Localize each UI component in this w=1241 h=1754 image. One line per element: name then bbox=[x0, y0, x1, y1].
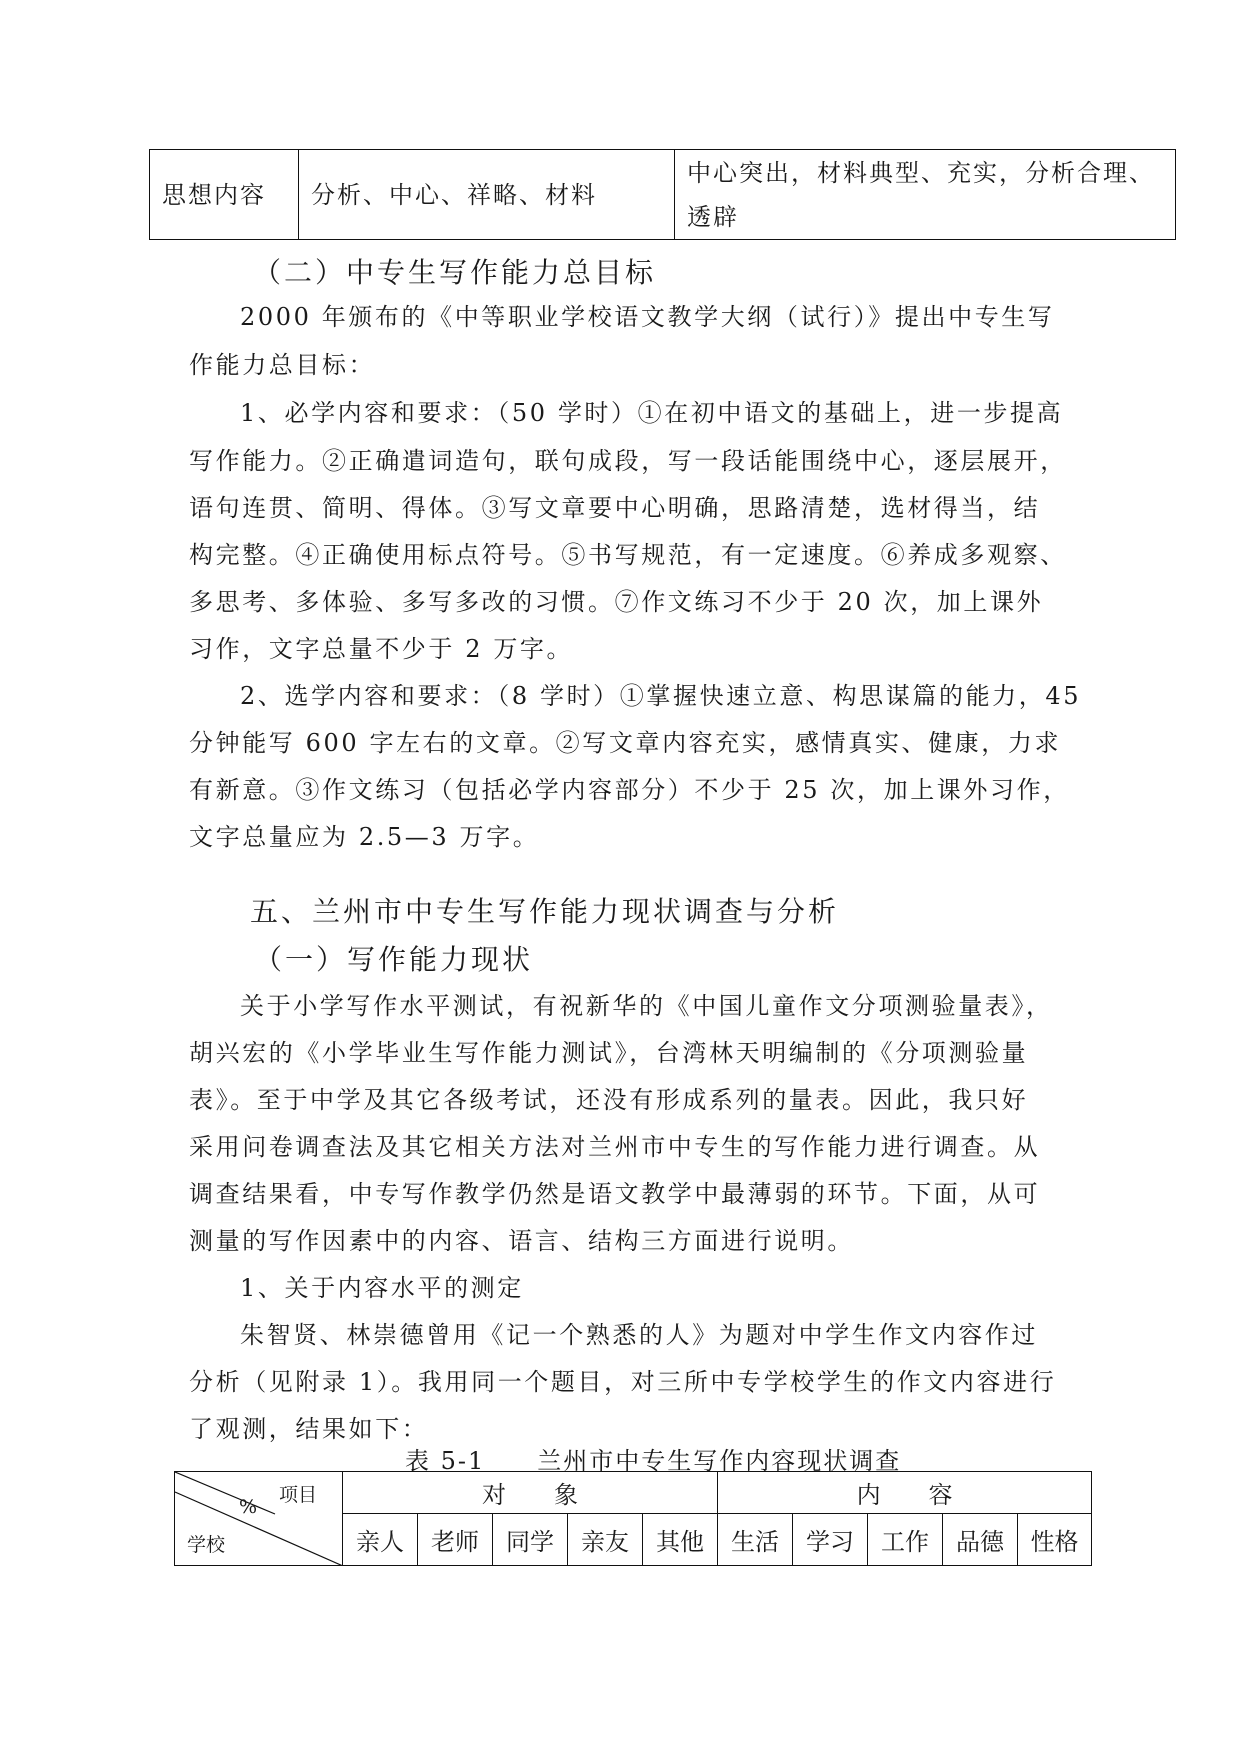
paragraph-line: 表》。至于中学及其它各级考试，还没有形成系列的量表。因此，我只好 bbox=[189, 1086, 1029, 1114]
paragraph-line: 胡兴宏的《小学毕业生写作能力测试》，台湾林天明编制的《分项测验量 bbox=[189, 1039, 1029, 1067]
paragraph-line: 文字总量应为 2.5—3 万字。 bbox=[189, 823, 540, 851]
column-header: 亲友 bbox=[568, 1514, 643, 1566]
diagonal-header-cell bbox=[175, 1472, 343, 1566]
table-caption: 表 5-1 兰州市中专生写作内容现状调查 bbox=[405, 1447, 902, 1475]
column-header: 品德 bbox=[943, 1514, 1018, 1566]
corner-label-item: 项目 bbox=[279, 1484, 318, 1506]
corner-label-school: 学校 bbox=[187, 1534, 226, 1556]
group-header-object: 对 象 bbox=[343, 1472, 718, 1514]
column-header: 学习 bbox=[793, 1514, 868, 1566]
table-header-row bbox=[175, 1472, 1092, 1514]
paragraph-line: 朱智贤、林崇德曾用《记一个熟悉的人》为题对中学生作文内容作过 bbox=[240, 1321, 1038, 1349]
paragraph-line: 分钟能写 600 字左右的文章。②写文章内容充实，感情真实、健康，力求 bbox=[189, 729, 1062, 757]
paragraph-line: 写作能力。②正确遣词造句，联句成段，写一段话能围绕中心，逐层展开， bbox=[189, 447, 1067, 475]
paragraph-line: 了观测，结果如下： bbox=[189, 1415, 429, 1443]
table-cell-criteria: 分析、中心、祥略、材料 bbox=[299, 150, 675, 240]
column-header: 亲人 bbox=[343, 1514, 418, 1566]
table-cell-standard bbox=[675, 150, 1176, 240]
paragraph-line: 采用问卷调查法及其它相关方法对兰州市中专生的写作能力进行调查。从 bbox=[189, 1133, 1041, 1161]
section-heading: （二）中专生写作能力总目标 bbox=[253, 256, 657, 289]
paragraph-line: 分析（见附录 1）。我用同一个题目，对三所中专学校学生的作文内容进行 bbox=[189, 1368, 1057, 1396]
content-survey-table bbox=[174, 1471, 1092, 1566]
table-cell-category: 思想内容 bbox=[150, 150, 299, 240]
paragraph-line: 作能力总目标： bbox=[189, 351, 376, 379]
paragraph-line: 2、选学内容和要求：（8 学时）①掌握快速立意、构思谋篇的能力，45 bbox=[240, 682, 1082, 710]
table-row bbox=[150, 150, 1176, 240]
paragraph-line: 2000 年颁布的《中等职业学校语文教学大纲（试行）》提出中专生写 bbox=[240, 303, 1055, 331]
section-heading: （一）写作能力现状 bbox=[254, 943, 534, 976]
paragraph-line: 语句连贯、简明、得体。③写文章要中心明确，思路清楚，选材得当，结 bbox=[189, 494, 1041, 522]
column-header: 老师 bbox=[418, 1514, 493, 1566]
paragraph-line: 有新意。③作文练习（包括必学内容部分）不少于 25 次，加上课外习作， bbox=[189, 776, 1070, 804]
column-header: 其他 bbox=[643, 1514, 718, 1566]
column-header: 性格 bbox=[1018, 1514, 1092, 1566]
chapter-heading: 五、兰州市中专生写作能力现状调查与分析 bbox=[250, 895, 840, 928]
paragraph-line: 1、必学内容和要求：（50 学时）①在初中语文的基础上，进一步提高 bbox=[240, 399, 1064, 427]
standard-line: 中心突出，材料典型、充实，分析合理、 bbox=[687, 158, 1155, 187]
column-header: 同学 bbox=[493, 1514, 568, 1566]
paragraph-line: 关于小学写作水平测试，有祝新华的《中国儿童作文分项测验量表》， bbox=[240, 992, 1053, 1020]
criteria-table bbox=[149, 149, 1176, 240]
paragraph-line: 构完整。④正确使用标点符号。⑤书写规范，有一定速度。⑥养成多观察、 bbox=[189, 541, 1067, 569]
paragraph-line: 调查结果看，中专写作教学仍然是语文教学中最薄弱的环节。下面，从可 bbox=[189, 1180, 1041, 1208]
subsection-title: 1、关于内容水平的测定 bbox=[240, 1274, 524, 1302]
group-header-content: 内 容 bbox=[718, 1472, 1092, 1514]
corner-label-percent: % bbox=[239, 1496, 258, 1518]
standard-line: 透辟 bbox=[687, 202, 739, 231]
paragraph-line: 测量的写作因素中的内容、语言、结构三方面进行说明。 bbox=[189, 1227, 854, 1255]
column-header: 生活 bbox=[718, 1514, 793, 1566]
paragraph-line: 多思考、多体验、多写多改的习惯。⑦作文练习不少于 20 次，加上课外 bbox=[189, 588, 1044, 616]
paragraph-line: 习作，文字总量不少于 2 万字。 bbox=[189, 635, 574, 663]
column-header: 工作 bbox=[868, 1514, 943, 1566]
